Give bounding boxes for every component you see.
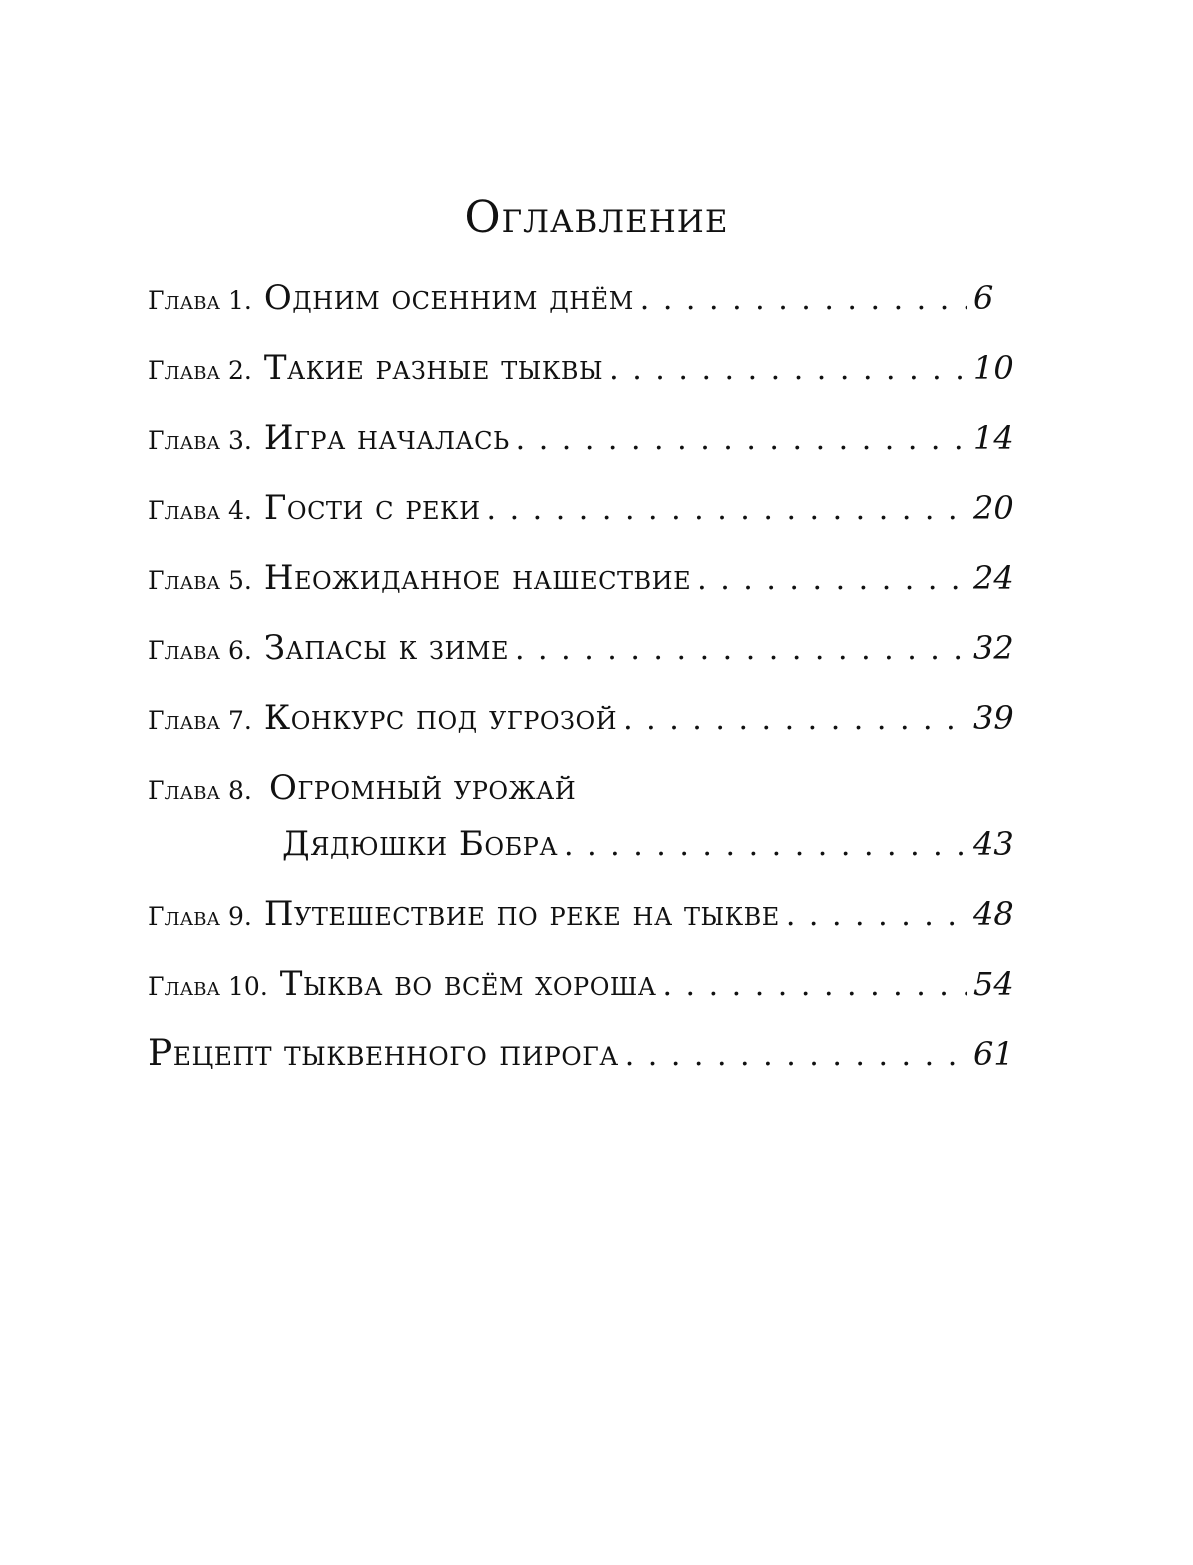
chapter-label: Глава 10. bbox=[148, 972, 268, 1001]
chapter-title-continued: Дядюшки Бобра bbox=[282, 824, 558, 864]
toc-heading: Оглавление bbox=[464, 192, 729, 243]
toc-entry-line-1 bbox=[148, 760, 993, 816]
chapter-title: Гости с реки bbox=[263, 488, 481, 528]
dot-leader bbox=[609, 342, 967, 398]
dot-leader bbox=[516, 412, 967, 468]
chapter-title: Рецепт тыквенного пирога bbox=[148, 1033, 619, 1074]
toc-entry-recipe[interactable] bbox=[148, 1026, 1014, 1082]
page-number: 48 bbox=[973, 895, 1014, 933]
page-number: 39 bbox=[973, 699, 1014, 737]
chapter-title: Игра началась bbox=[263, 418, 510, 458]
page-number: 10 bbox=[973, 349, 1014, 387]
chapter-label: Глава 2. bbox=[148, 356, 252, 385]
page-number: 54 bbox=[973, 965, 1014, 1003]
chapter-label: Глава 7. bbox=[148, 706, 252, 735]
chapter-label: Глава 1. bbox=[148, 286, 252, 315]
chapter-title: Такие разные тыквы bbox=[263, 348, 604, 388]
chapter-label: Глава 9. bbox=[148, 902, 252, 931]
chapter-title: Путешествие по реке на тыкве bbox=[263, 894, 780, 934]
toc-entry-4[interactable] bbox=[148, 480, 1014, 536]
chapter-label: Глава 4. bbox=[148, 496, 252, 525]
dot-leader bbox=[662, 958, 967, 1014]
chapter-title: Огромный урожай bbox=[268, 768, 577, 808]
dot-leader bbox=[515, 622, 967, 678]
chapter-title: Неожиданное нашествие bbox=[263, 558, 692, 598]
page-number: 32 bbox=[973, 629, 1014, 667]
page-number: 43 bbox=[973, 825, 1014, 863]
dot-leader bbox=[786, 888, 967, 944]
toc-entry-7[interactable] bbox=[148, 690, 1014, 746]
chapter-title: Тыква во всём хороша bbox=[279, 964, 657, 1004]
toc-entry-3[interactable] bbox=[148, 410, 1014, 466]
page-number: 24 bbox=[973, 559, 1014, 597]
dot-leader bbox=[640, 272, 967, 328]
dot-leader bbox=[697, 552, 967, 608]
page-number: 6 bbox=[973, 279, 994, 317]
chapter-title: Запасы к зиме bbox=[263, 628, 509, 668]
chapter-label: Глава 3. bbox=[148, 426, 252, 455]
chapter-label: Глава 5. bbox=[148, 566, 252, 595]
chapter-label: Глава 8. bbox=[148, 776, 252, 805]
page-number: 61 bbox=[973, 1035, 1014, 1073]
chapter-title: Конкурс под угрозой bbox=[263, 698, 618, 738]
toc-entry-9[interactable] bbox=[148, 886, 1014, 942]
chapter-label: Глава 6. bbox=[148, 636, 252, 665]
toc-entry-5[interactable] bbox=[148, 550, 1014, 606]
toc-list bbox=[148, 270, 1014, 1096]
toc-entry-1[interactable] bbox=[148, 270, 993, 326]
toc-entry-8[interactable] bbox=[148, 760, 1014, 872]
page-number: 20 bbox=[973, 489, 1014, 527]
page-number: 14 bbox=[973, 419, 1014, 457]
dot-leader bbox=[564, 818, 967, 874]
toc-entry-line-2 bbox=[148, 816, 1014, 872]
chapter-title: Одним осенним днём bbox=[263, 278, 634, 318]
dot-leader bbox=[487, 482, 967, 538]
toc-entry-10[interactable] bbox=[148, 956, 1014, 1012]
toc-entry-2[interactable] bbox=[148, 340, 1014, 396]
toc-entry-6[interactable] bbox=[148, 620, 1014, 676]
dot-leader bbox=[623, 692, 967, 748]
dot-leader bbox=[625, 1028, 967, 1084]
